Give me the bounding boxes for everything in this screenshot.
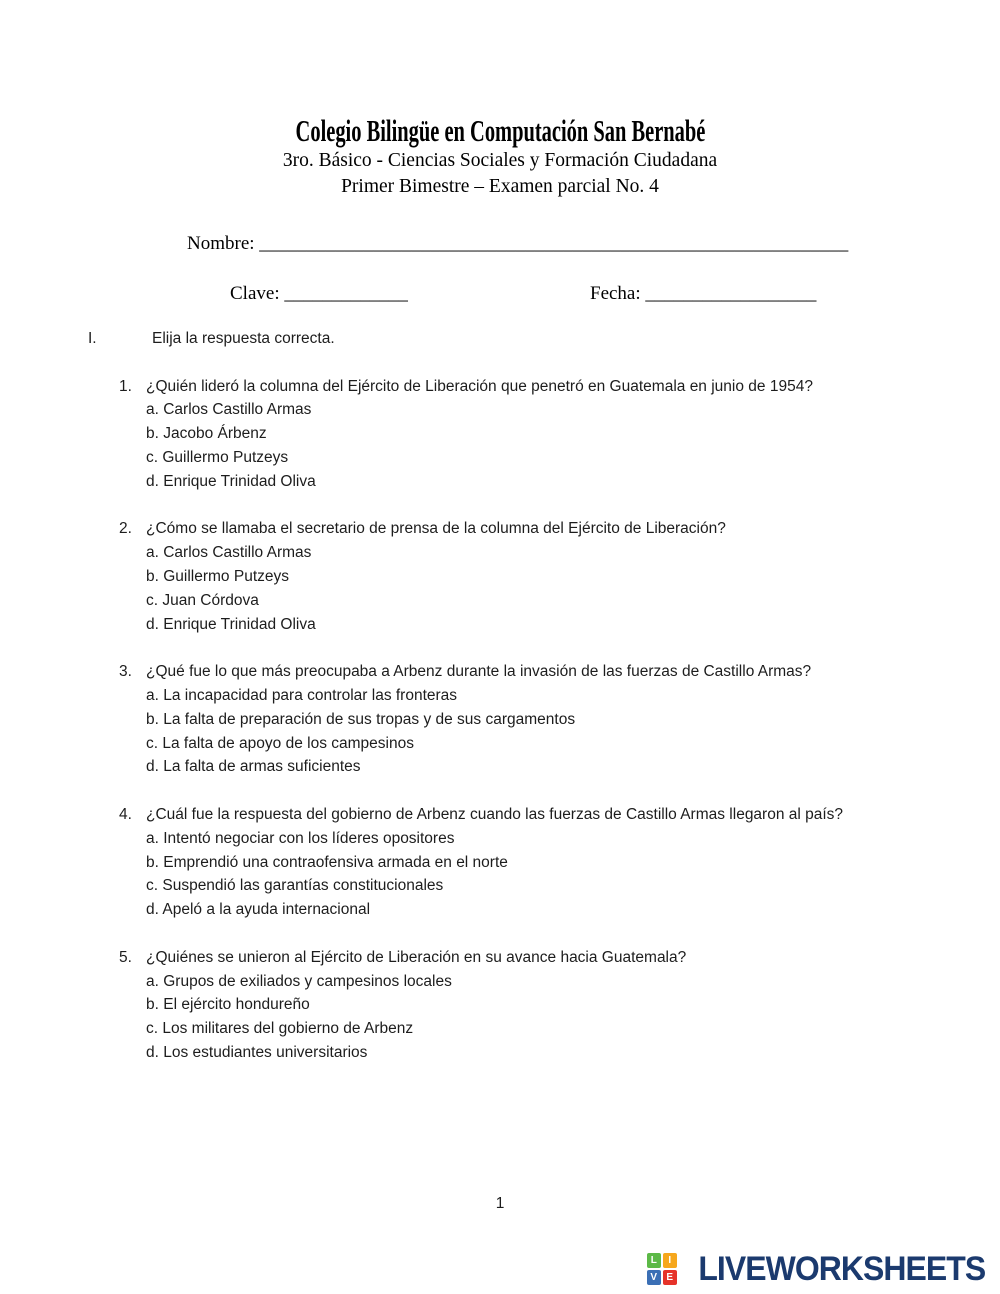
- question-3-number: 3.: [119, 663, 132, 681]
- question-4-option-a[interactable]: a. Intentó negociar con los líderes opositores: [146, 829, 455, 847]
- question-2: [0, 517, 1000, 636]
- liveworksheets-icon: [647, 1253, 677, 1285]
- logo-tile-l: L: [647, 1253, 661, 1268]
- question-5: [0, 946, 1000, 1065]
- course-name: 3ro. Básico - Ciencias Sociales y Formación Ciudadana: [282, 150, 718, 171]
- question-5-line: [119, 946, 1000, 970]
- question-5-text: ¿Quiénes se unieron al Ejército de Liberación en su avance hacia Guatemala?: [146, 948, 687, 966]
- question-2-option-c[interactable]: c. Juan Córdova: [146, 591, 259, 609]
- page-number: 1: [495, 1195, 505, 1212]
- liveworksheets-logo: [647, 1252, 985, 1286]
- school-name: Colegio Bilingüe en Computación San Bernabé: [295, 113, 705, 148]
- section-heading: [88, 327, 1000, 351]
- clave-label: Clave:: [230, 283, 280, 304]
- question-1-option-a[interactable]: a. Carlos Castillo Armas: [146, 401, 312, 419]
- question-1-option-d[interactable]: d. Enrique Trinidad Oliva: [146, 472, 316, 490]
- section-numeral: I.: [88, 330, 97, 347]
- question-3-option-c[interactable]: c. La falta de apoyo de los campesinos: [146, 734, 414, 752]
- exam-title: Primer Bimestre – Examen parcial No. 4: [341, 176, 659, 197]
- question-1: [0, 375, 1000, 494]
- question-3-option-b[interactable]: b. La falta de preparación de sus tropas y de sus cargamentos: [146, 710, 576, 728]
- question-4-line: [119, 803, 1000, 827]
- question-2-text: ¿Cómo se llamaba el secretario de prensa de la columna del Ejército de Liberación?: [146, 520, 726, 538]
- document-header: [0, 114, 1000, 200]
- question-4-option-b[interactable]: b. Emprendió una contraofensiva armada en el norte: [146, 853, 508, 871]
- question-4-number: 4.: [119, 805, 132, 823]
- nombre-blank-line[interactable]: ______________________________________________________________: [259, 233, 849, 254]
- question-2-line: [119, 517, 1000, 541]
- fecha-blank-line[interactable]: __________________: [645, 283, 817, 304]
- question-1-option-b[interactable]: b. Jacobo Árbenz: [146, 425, 267, 443]
- question-4: [0, 803, 1000, 922]
- question-5-option-c[interactable]: c. Los militares del gobierno de Arbenz: [146, 1020, 414, 1038]
- question-2-option-b[interactable]: b. Guillermo Putzeys: [146, 567, 289, 585]
- clave-blank-line[interactable]: _____________: [284, 283, 408, 304]
- question-1-number: 1.: [119, 377, 132, 395]
- questions-section: [0, 327, 1000, 1065]
- question-4-option-c[interactable]: c. Suspendió las garantías constitucionales: [146, 877, 444, 895]
- logo-tile-e: E: [663, 1270, 677, 1285]
- fecha-label: Fecha:: [590, 283, 641, 304]
- question-4-option-d[interactable]: d. Apeló a la ayuda internacional: [146, 901, 371, 919]
- question-1-line: [119, 375, 1000, 399]
- question-5-option-d[interactable]: d. Los estudiantes universitarios: [146, 1043, 368, 1061]
- clave-field: [230, 283, 408, 305]
- question-2-option-d[interactable]: d. Enrique Trinidad Oliva: [146, 615, 316, 633]
- question-3-option-d[interactable]: d. La falta de armas suficientes: [146, 758, 361, 776]
- question-5-number: 5.: [119, 948, 132, 966]
- logo-tile-i: I: [663, 1253, 677, 1268]
- section-title: Elija la respuesta correcta.: [152, 330, 335, 347]
- nombre-field: [187, 233, 848, 255]
- question-2-option-a[interactable]: a. Carlos Castillo Armas: [146, 544, 312, 562]
- question-5-option-a[interactable]: a. Grupos de exiliados y campesinos locales: [146, 972, 452, 990]
- question-3-line: [119, 660, 1000, 684]
- question-1-text: ¿Quién lideró la columna del Ejército de Liberación que penetró en Guatemala en junio de 1954?: [146, 377, 813, 395]
- question-3: [0, 660, 1000, 779]
- nombre-label: Nombre:: [187, 233, 255, 254]
- question-1-option-c[interactable]: c. Guillermo Putzeys: [146, 448, 289, 466]
- question-5-option-b[interactable]: b. El ejército hondureño: [146, 996, 310, 1014]
- fecha-field: [590, 283, 816, 305]
- logo-tile-v: V: [647, 1270, 661, 1285]
- liveworksheets-wordmark: LIVEWORKSHEETS: [698, 1250, 985, 1288]
- question-3-option-a[interactable]: a. La incapacidad para controlar las fronteras: [146, 686, 458, 704]
- question-2-number: 2.: [119, 520, 132, 538]
- question-3-text: ¿Qué fue lo que más preocupaba a Arbenz durante la invasión de las fuerzas de Castillo Armas?: [146, 663, 812, 681]
- question-4-text: ¿Cuál fue la respuesta del gobierno de Arbenz cuando las fuerzas de Castillo Armas llegaron al país?: [146, 805, 844, 823]
